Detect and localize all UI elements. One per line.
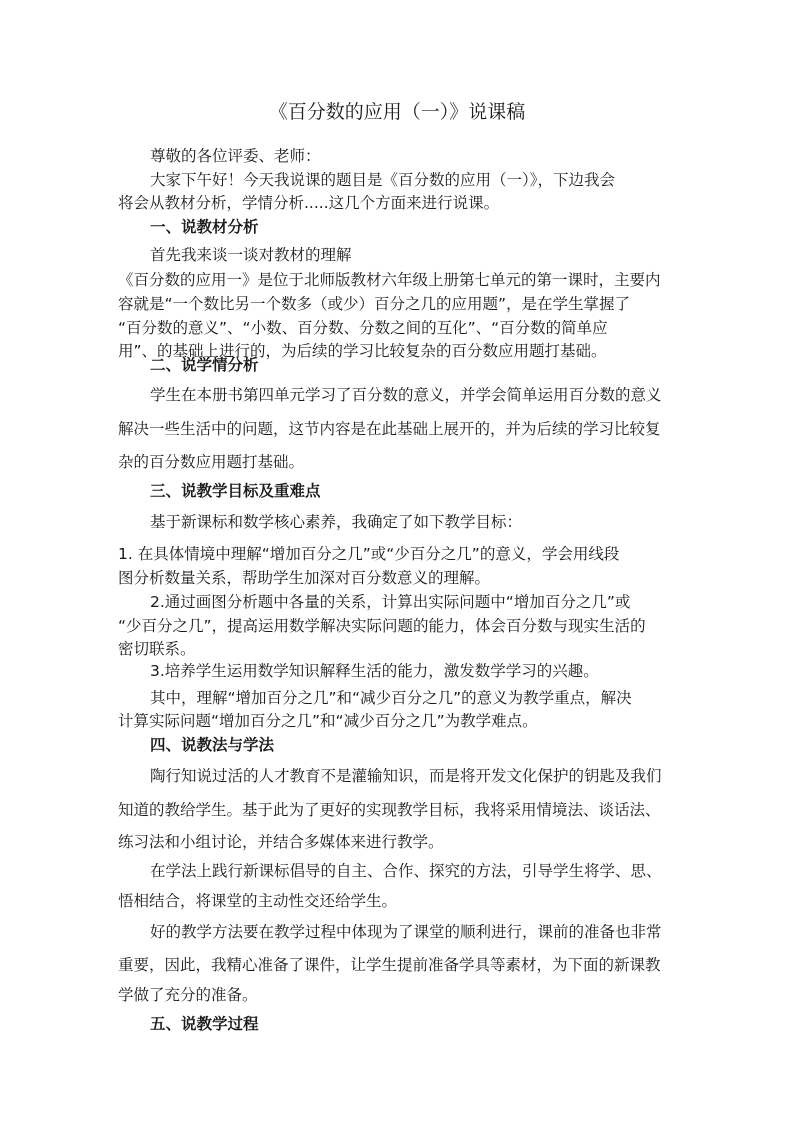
text-line: 悟相结合，将课堂的主动性交还给学生。 xyxy=(118,892,398,910)
text-line: 基于新课标和数学核心素养，我确定了如下教学目标： xyxy=(150,513,523,531)
text-line: 用”、的基础上进行的，为后续的学习比较复杂的百分数应用题打基础。 xyxy=(118,342,607,360)
text-line: 其中，理解“增加百分之几”和“减少百分之几”的意义为教学重点，解决 xyxy=(150,689,632,707)
text-line: 计算实际问题“增加百分之几”和“减少百分之几”为教学难点。 xyxy=(118,712,538,730)
text-line: 学生在本册书第四单元学习了百分数的意义，并学会简单运用百分数的意义 xyxy=(150,386,662,404)
text-line: 好的教学方法要在教学过程中体现为了课堂的顺利进行，课前的准备也非常 xyxy=(150,923,662,941)
text-line: 容就是“一个数比另一个数多（或少）百分之几的应用题”，是在学生掌握了 xyxy=(118,295,631,313)
text-line: 大家下午好！今天我说课的题目是《百分数的应用（一）》，下边我会 xyxy=(150,171,616,189)
text-line: 学做了充分的准备。 xyxy=(118,986,258,1004)
text-line: 练习法和小组讨论，并结合多媒体来进行教学。 xyxy=(118,833,444,851)
text-line: 重要，因此，我精心准备了课件，让学生提前准备学具等素材，为下面的新课教 xyxy=(118,956,661,974)
text-line: 《百分数的应用一》是位于北师版教材六年级上册第七单元的第一课时，主要内 xyxy=(118,271,661,289)
section-heading: 一、说教材分析 xyxy=(150,218,259,236)
text-line: 1. 在具体情境中理解“增加百分之几”或“少百分之几”的意义，学会用线段 xyxy=(118,545,620,563)
text-line: 尊敬的各位评委、老师： xyxy=(150,147,321,165)
text-line: 知道的教给学生。基于此为了更好的实现教学目标，我将采用情境法、谈话法、 xyxy=(118,801,661,819)
document-title: 《百分数的应用（一）》说课稿 xyxy=(268,101,526,123)
text-line: 陶行知说过活的人才教育不是灌输知识，而是将开发文化保护的钥匙及我们 xyxy=(150,767,662,785)
section-heading: 四、说教法与学法 xyxy=(150,736,275,754)
section-heading: 二、说学情分析 xyxy=(150,356,259,374)
text-line: 解决一些生活中的问题，这节内容是在此基础上展开的，并为后续的学习比较复 xyxy=(118,420,661,438)
text-line: “百分数的意义”、“小数、百分数、分数之间的互化”、“百分数的简单应 xyxy=(118,319,608,337)
text-line: 将会从教材分析，学情分析.....这几个方面来进行说课。 xyxy=(118,194,500,212)
text-line: 杂的百分数应用题打基础。 xyxy=(118,453,305,471)
text-line: 2.通过画图分析题中各量的关系，计算出实际问题中“增加百分之几”或 xyxy=(150,593,631,611)
text-line: 3.培养学生运用数学知识解释生活的能力，激发数学学习的兴趣。 xyxy=(150,662,599,680)
text-line: 首先我来谈一谈对教材的理解 xyxy=(150,246,352,264)
text-line: 密切联系。 xyxy=(118,640,196,658)
text-line: “少百分之几”，提高运用数学解决实际问题的能力，体会百分数与现实生活的 xyxy=(118,617,646,635)
section-heading: 五、说教学过程 xyxy=(150,1015,259,1033)
section-heading: 三、说教学目标及重难点 xyxy=(150,482,321,500)
text-line: 图分析数量关系，帮助学生加深对百分数意义的理解。 xyxy=(118,569,491,587)
text-line: 在学法上践行新课标倡导的自主、合作、探究的方法，引导学生将学、思、 xyxy=(150,862,662,880)
